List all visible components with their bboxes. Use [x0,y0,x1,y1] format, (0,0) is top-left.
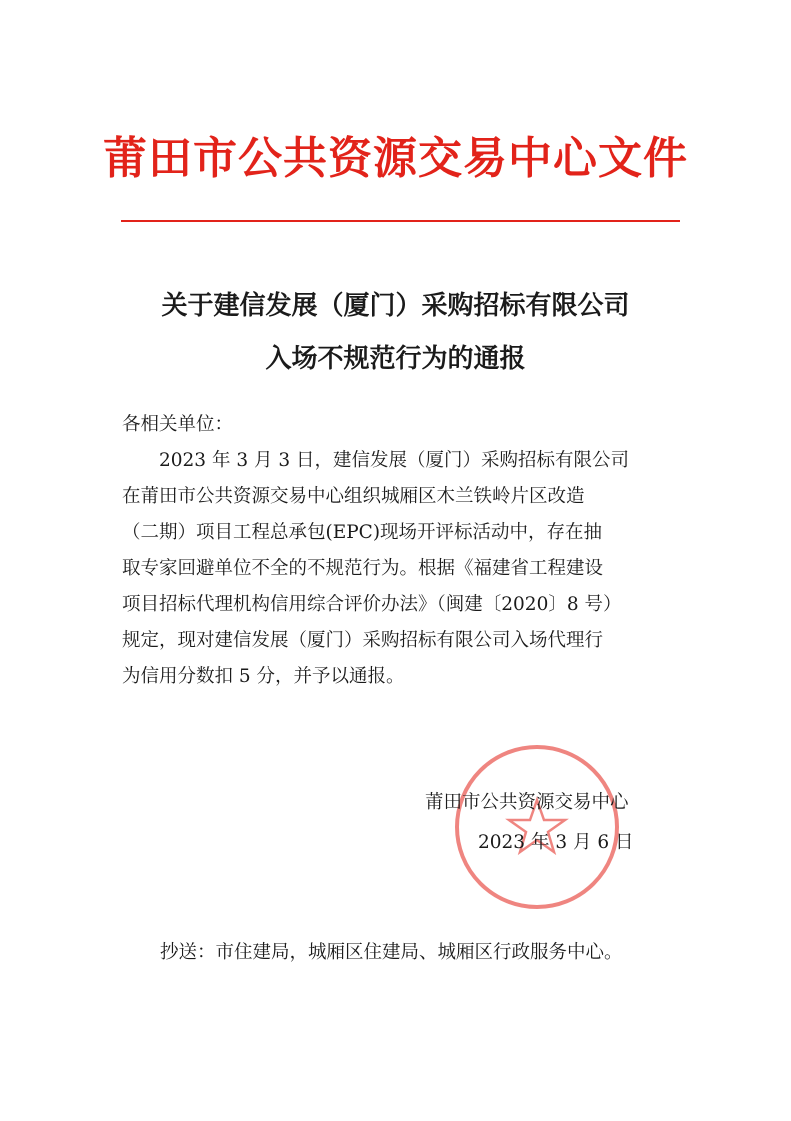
paragraph-line: 取专家回避单位不全的不规范行为。根据《福建省工程建设 [122,558,604,579]
cc-line: 抄送：市住建局，城厢区住建局、城厢区行政服务中心。 [160,942,623,963]
notice-paragraph [122,443,682,695]
letterhead-title: 莆田市公共资源交易中心文件 [103,133,688,184]
signature-organization: 莆田市公共资源交易中心 [425,792,629,813]
signature-date: 2023 年 3 月 6 日 [478,832,634,853]
paragraph-line: 2023 年 3 月 3 日，建信发展（厦门）采购招标有限公司 [159,450,630,471]
paragraph-line: 项目招标代理机构信用综合评价办法》（闽建〔2020〕8 号） [122,594,622,615]
paragraph-line: （二期）项目工程总承包(EPC)现场开评标活动中，存在抽 [122,522,603,543]
paragraph-line: 为信用分数扣 5 分，并予以通报。 [122,666,405,687]
salutation: 各相关单位： [122,414,234,435]
letterhead-red-rule [121,220,680,222]
paragraph-line: 在莆田市公共资源交易中心组织城厢区木兰铁岭片区改造 [122,486,585,507]
document-title-line-1: 关于建信发展（厦门）采购招标有限公司 [161,291,630,321]
paragraph-line: 规定，现对建信发展（厦门）采购招标有限公司入场代理行 [122,630,604,651]
document-title-line-2: 入场不规范行为的通报 [265,344,526,374]
